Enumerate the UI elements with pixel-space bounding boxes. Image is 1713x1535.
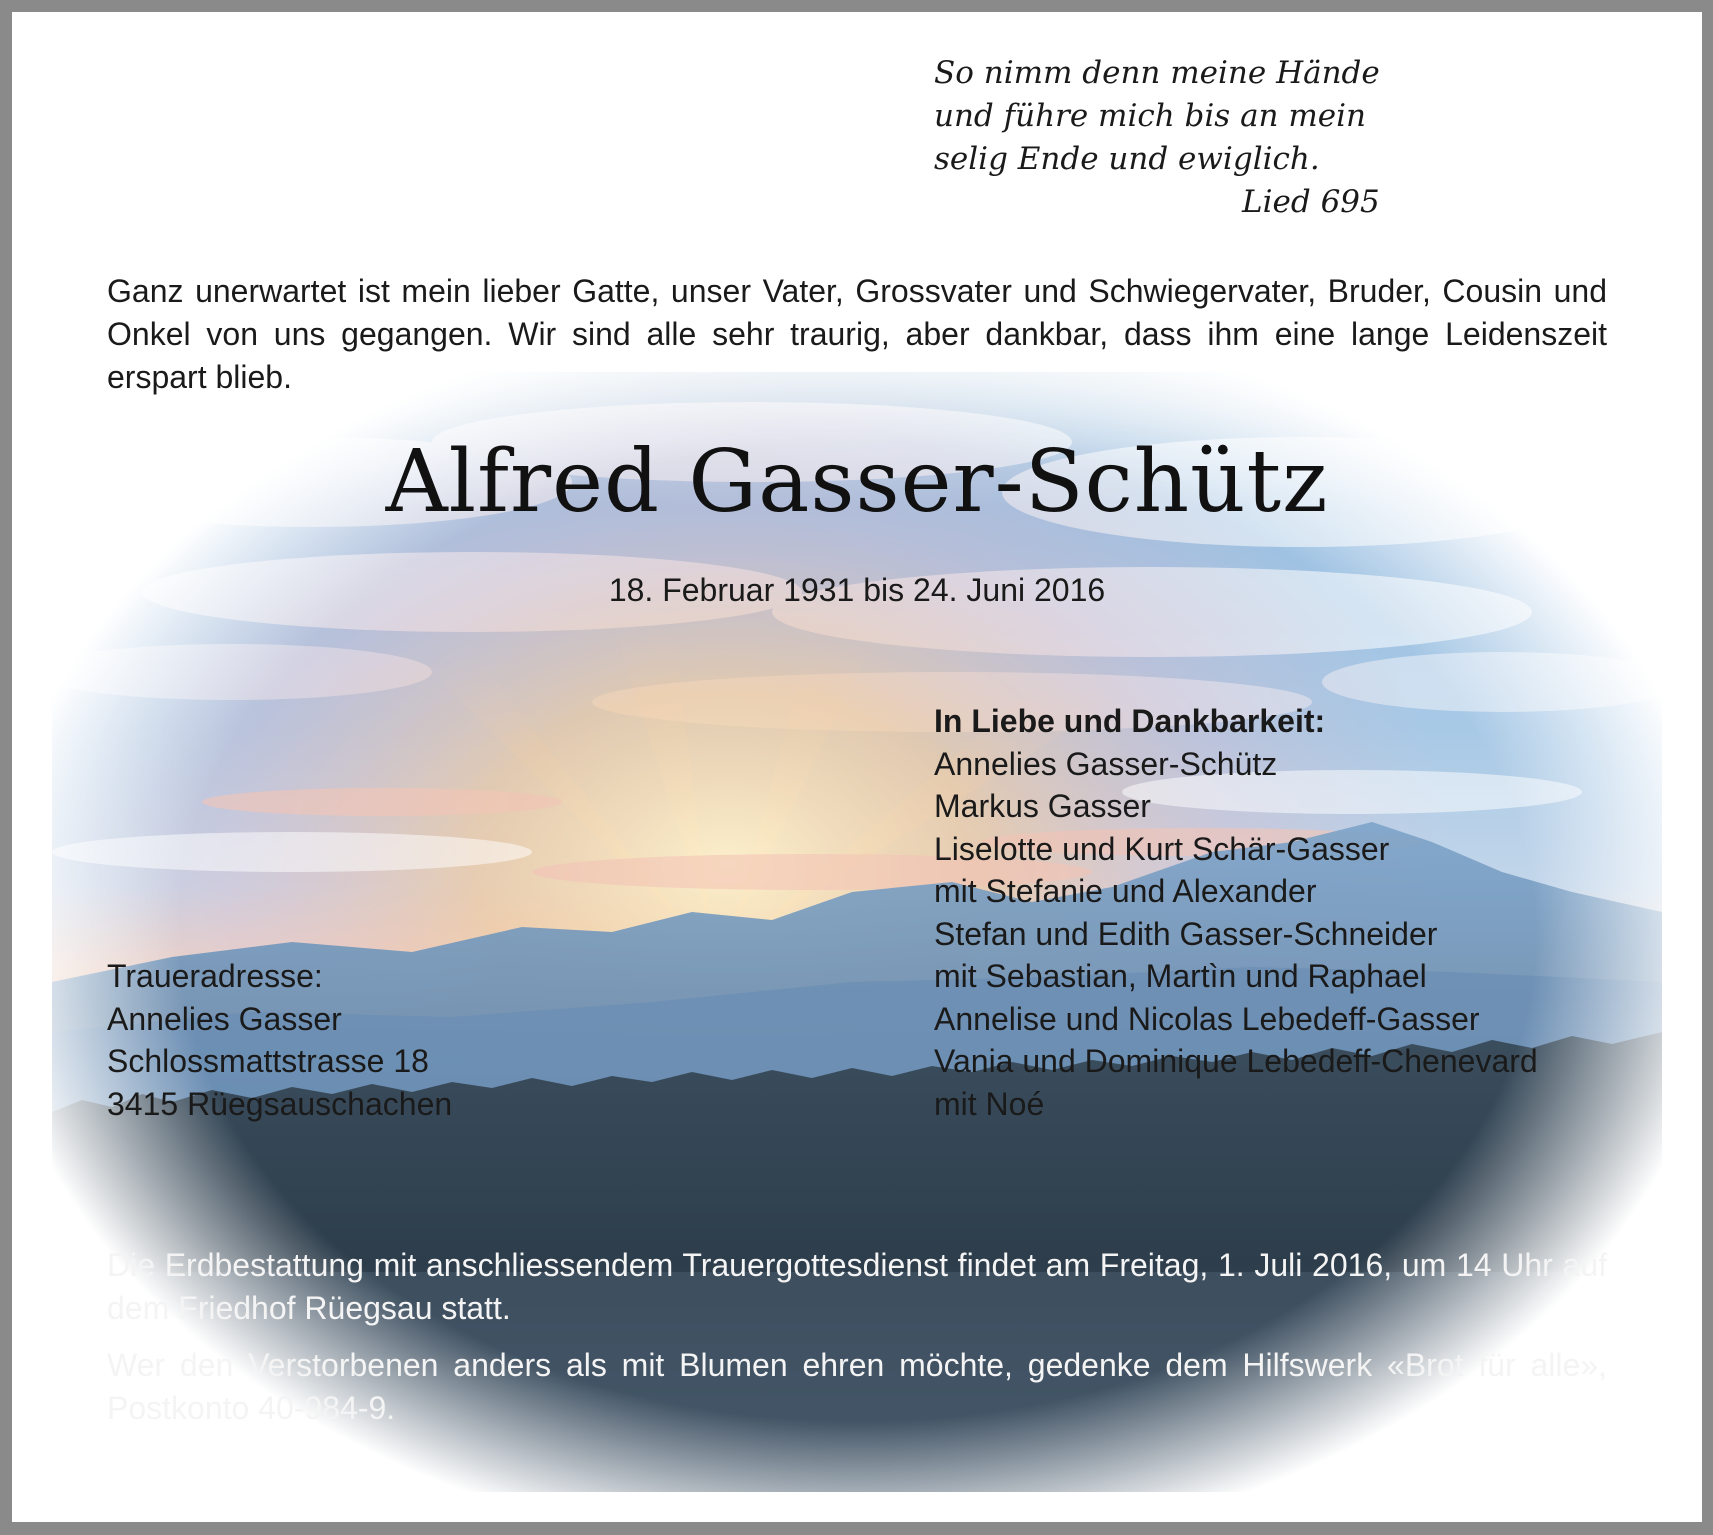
family-member: Markus Gasser: [934, 788, 1151, 824]
mourning-address: [107, 955, 452, 1125]
quote-line-1: So nimm denn meine Hände: [934, 55, 1380, 91]
bible-verse-quote: [934, 52, 1380, 224]
family-member: Vania und Dominique Lebedeff-Chenevard: [934, 1043, 1538, 1079]
family-list: [934, 700, 1538, 1125]
family-heading: In Liebe und Dankbarkeit:: [934, 703, 1326, 739]
address-name: Annelies Gasser: [107, 1000, 342, 1037]
quote-source: Lied 695: [1242, 184, 1380, 220]
quote-line-2: und führe mich bis an mein: [934, 98, 1366, 134]
family-member: Liselotte und Kurt Schär-Gasser: [934, 830, 1390, 867]
family-member: mit Noé: [934, 1085, 1045, 1122]
family-member: mit Stefanie und Alexander: [934, 873, 1317, 909]
deceased-name: Alfred Gasser-Schütz: [385, 432, 1329, 532]
address-street: Schlossmattstrasse 18: [107, 1043, 429, 1079]
address-label: Traueradresse:: [107, 958, 323, 994]
family-member: Annelies Gasser-Schütz: [934, 745, 1278, 782]
quote-line-3: selig Ende und ewiglich.: [934, 141, 1320, 177]
family-member: Stefan und Edith Gasser-Schneider: [934, 915, 1438, 952]
donation-notice: Wer den Verstorbenen anders als mit Blumen ehren möchte, gedenke dem Hilfswerk «Brot für alle», Postkonto 40-984-9.: [107, 1347, 1607, 1426]
life-dates: 18. Februar 1931 bis 24. Juni 2016: [608, 572, 1106, 608]
obituary-page: [12, 12, 1702, 1522]
family-member: Annelise und Nicolas Lebedeff-Gasser: [934, 1000, 1480, 1037]
address-city: 3415 Rüegsauschachen: [107, 1085, 453, 1122]
intro-paragraph: Ganz unerwartet ist mein lieber Gatte, unser Vater, Grossvater und Schwiegervater, Bruder, Cousin und Onkel von uns gegangen. Wir sind alle sehr traurig, aber dankbar, dass ihm eine lange Leidenszeit erspart blieb.: [107, 273, 1607, 395]
family-member: mit Sebastian, Martìn und Raphael: [934, 958, 1427, 994]
funeral-notice: Die Erdbestattung mit anschliessendem Trauergottesdienst findet am Freitag, 1. Juli 2016, um 14 Uhr auf dem Friedhof Rüegsau statt.: [107, 1247, 1607, 1326]
